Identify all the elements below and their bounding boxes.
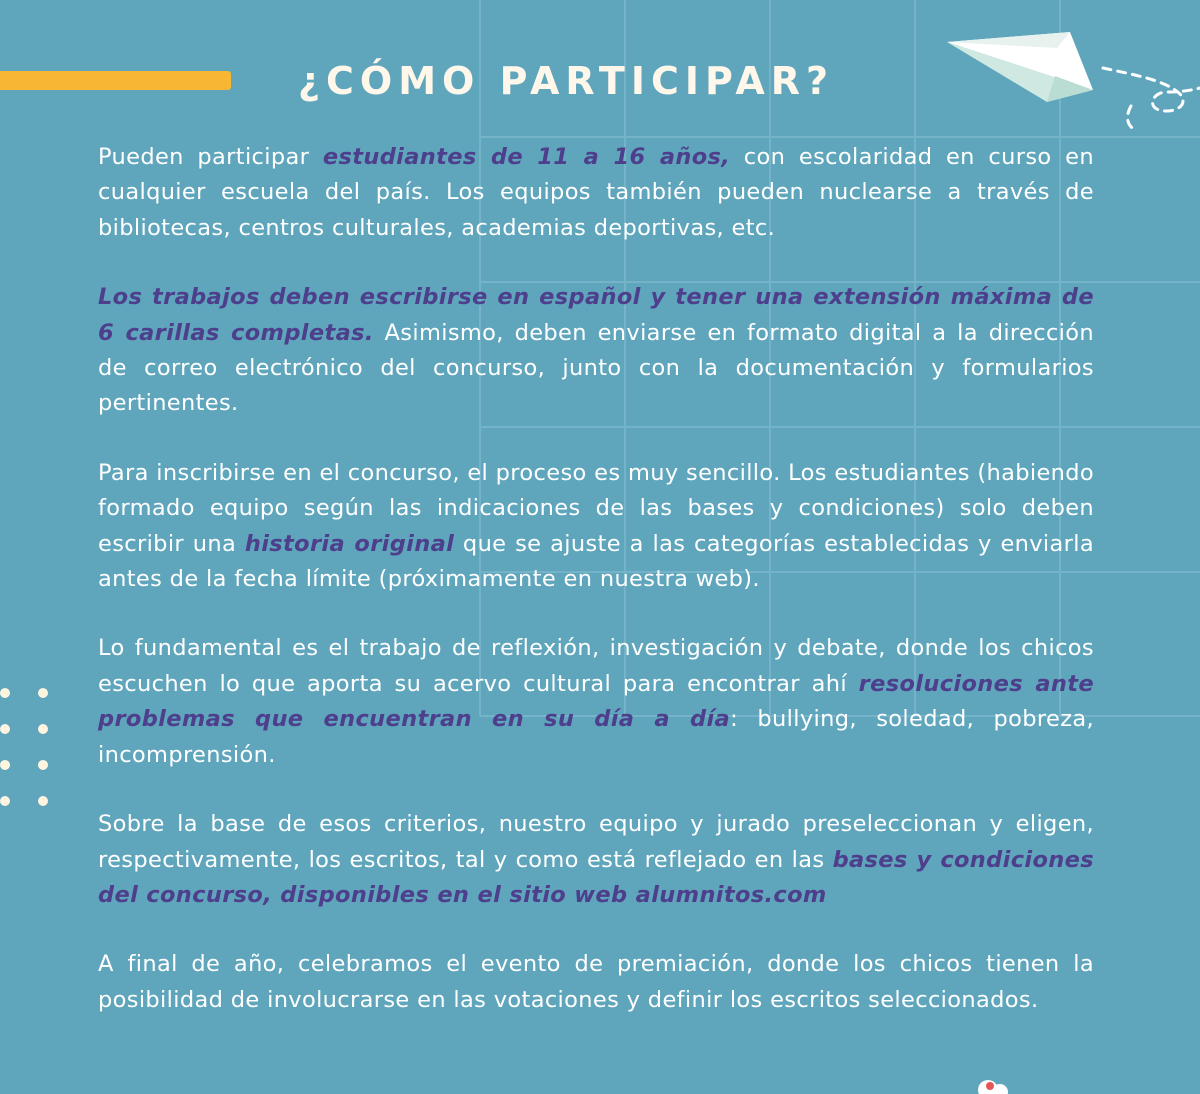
paragraph-selection: [98, 807, 1094, 913]
flower-decoration-icon: [968, 1074, 1018, 1094]
text-segment: Lo fundamental es el trabajo de reflexión, investigación y debate, donde los chicos escuchen lo que aporta su acervo cultural para encontrar ahí: [98, 635, 1094, 697]
text-segment: : bullying, soledad, pobreza, incomprensión.: [98, 706, 1094, 768]
paragraph-eligibility: [98, 140, 1094, 246]
text-segment: A final de año, celebramos el evento de premiación, donde los chicos tienen la posibilidad de involucrarse en las votaciones y definir los escritos seleccionados.: [98, 951, 1094, 1013]
page-title: ¿CÓMO PARTICIPAR?: [298, 59, 835, 103]
body-text: [98, 140, 1094, 1052]
text-segment: Asimismo, deben enviarse en formato digital a la dirección de correo electrónico del concurso, junto con la documentación y formularios pertinentes.: [98, 319, 1094, 417]
emphasis-segment: estudiantes de 11 a 16 años,: [322, 144, 731, 170]
paragraph-awards: [98, 947, 1094, 1018]
paragraph-requirements: [98, 280, 1094, 422]
text-segment: que se ajuste a las categorías establecidas y enviarla antes de la fecha límite (próximamente en nuestra web).: [98, 530, 1095, 593]
paper-plane-icon: [935, 20, 1200, 140]
emphasis-segment: historia original: [244, 530, 455, 557]
text-segment: con escolaridad en curso en cualquier escuela del país. Los equipos también pueden nuclearse a través de bibliotecas, centros culturales, academias deportivas, etc.: [98, 144, 1094, 241]
dot-grid-decoration: [0, 680, 60, 810]
emphasis-segment: resoluciones ante problemas que encuentran en su día a día: [98, 670, 1094, 733]
accent-bar: [0, 71, 231, 90]
text-segment: Para inscribirse en el concurso, el proceso es muy sencillo. Los estudiantes (habiendo formado equipo según las indicaciones de las bases y condiciones) solo deben escribir una: [98, 459, 1094, 557]
paragraph-registration: [98, 456, 1094, 598]
text-segment: Sobre la base de esos criterios, nuestro equipo y jurado preseleccionan y eligen, respectivamente, los escritos, tal y como está reflejado en las: [98, 811, 1094, 873]
paragraph-fundamentals: [98, 631, 1094, 773]
text-segment: Pueden participar: [98, 144, 323, 170]
emphasis-segment: bases y condiciones del concurso, disponibles en el sitio web alumnitos.com: [98, 846, 1094, 908]
emphasis-segment: Los trabajos deben escribirse en español y tener una extensión máxima de 6 carillas completas.: [98, 284, 1094, 346]
